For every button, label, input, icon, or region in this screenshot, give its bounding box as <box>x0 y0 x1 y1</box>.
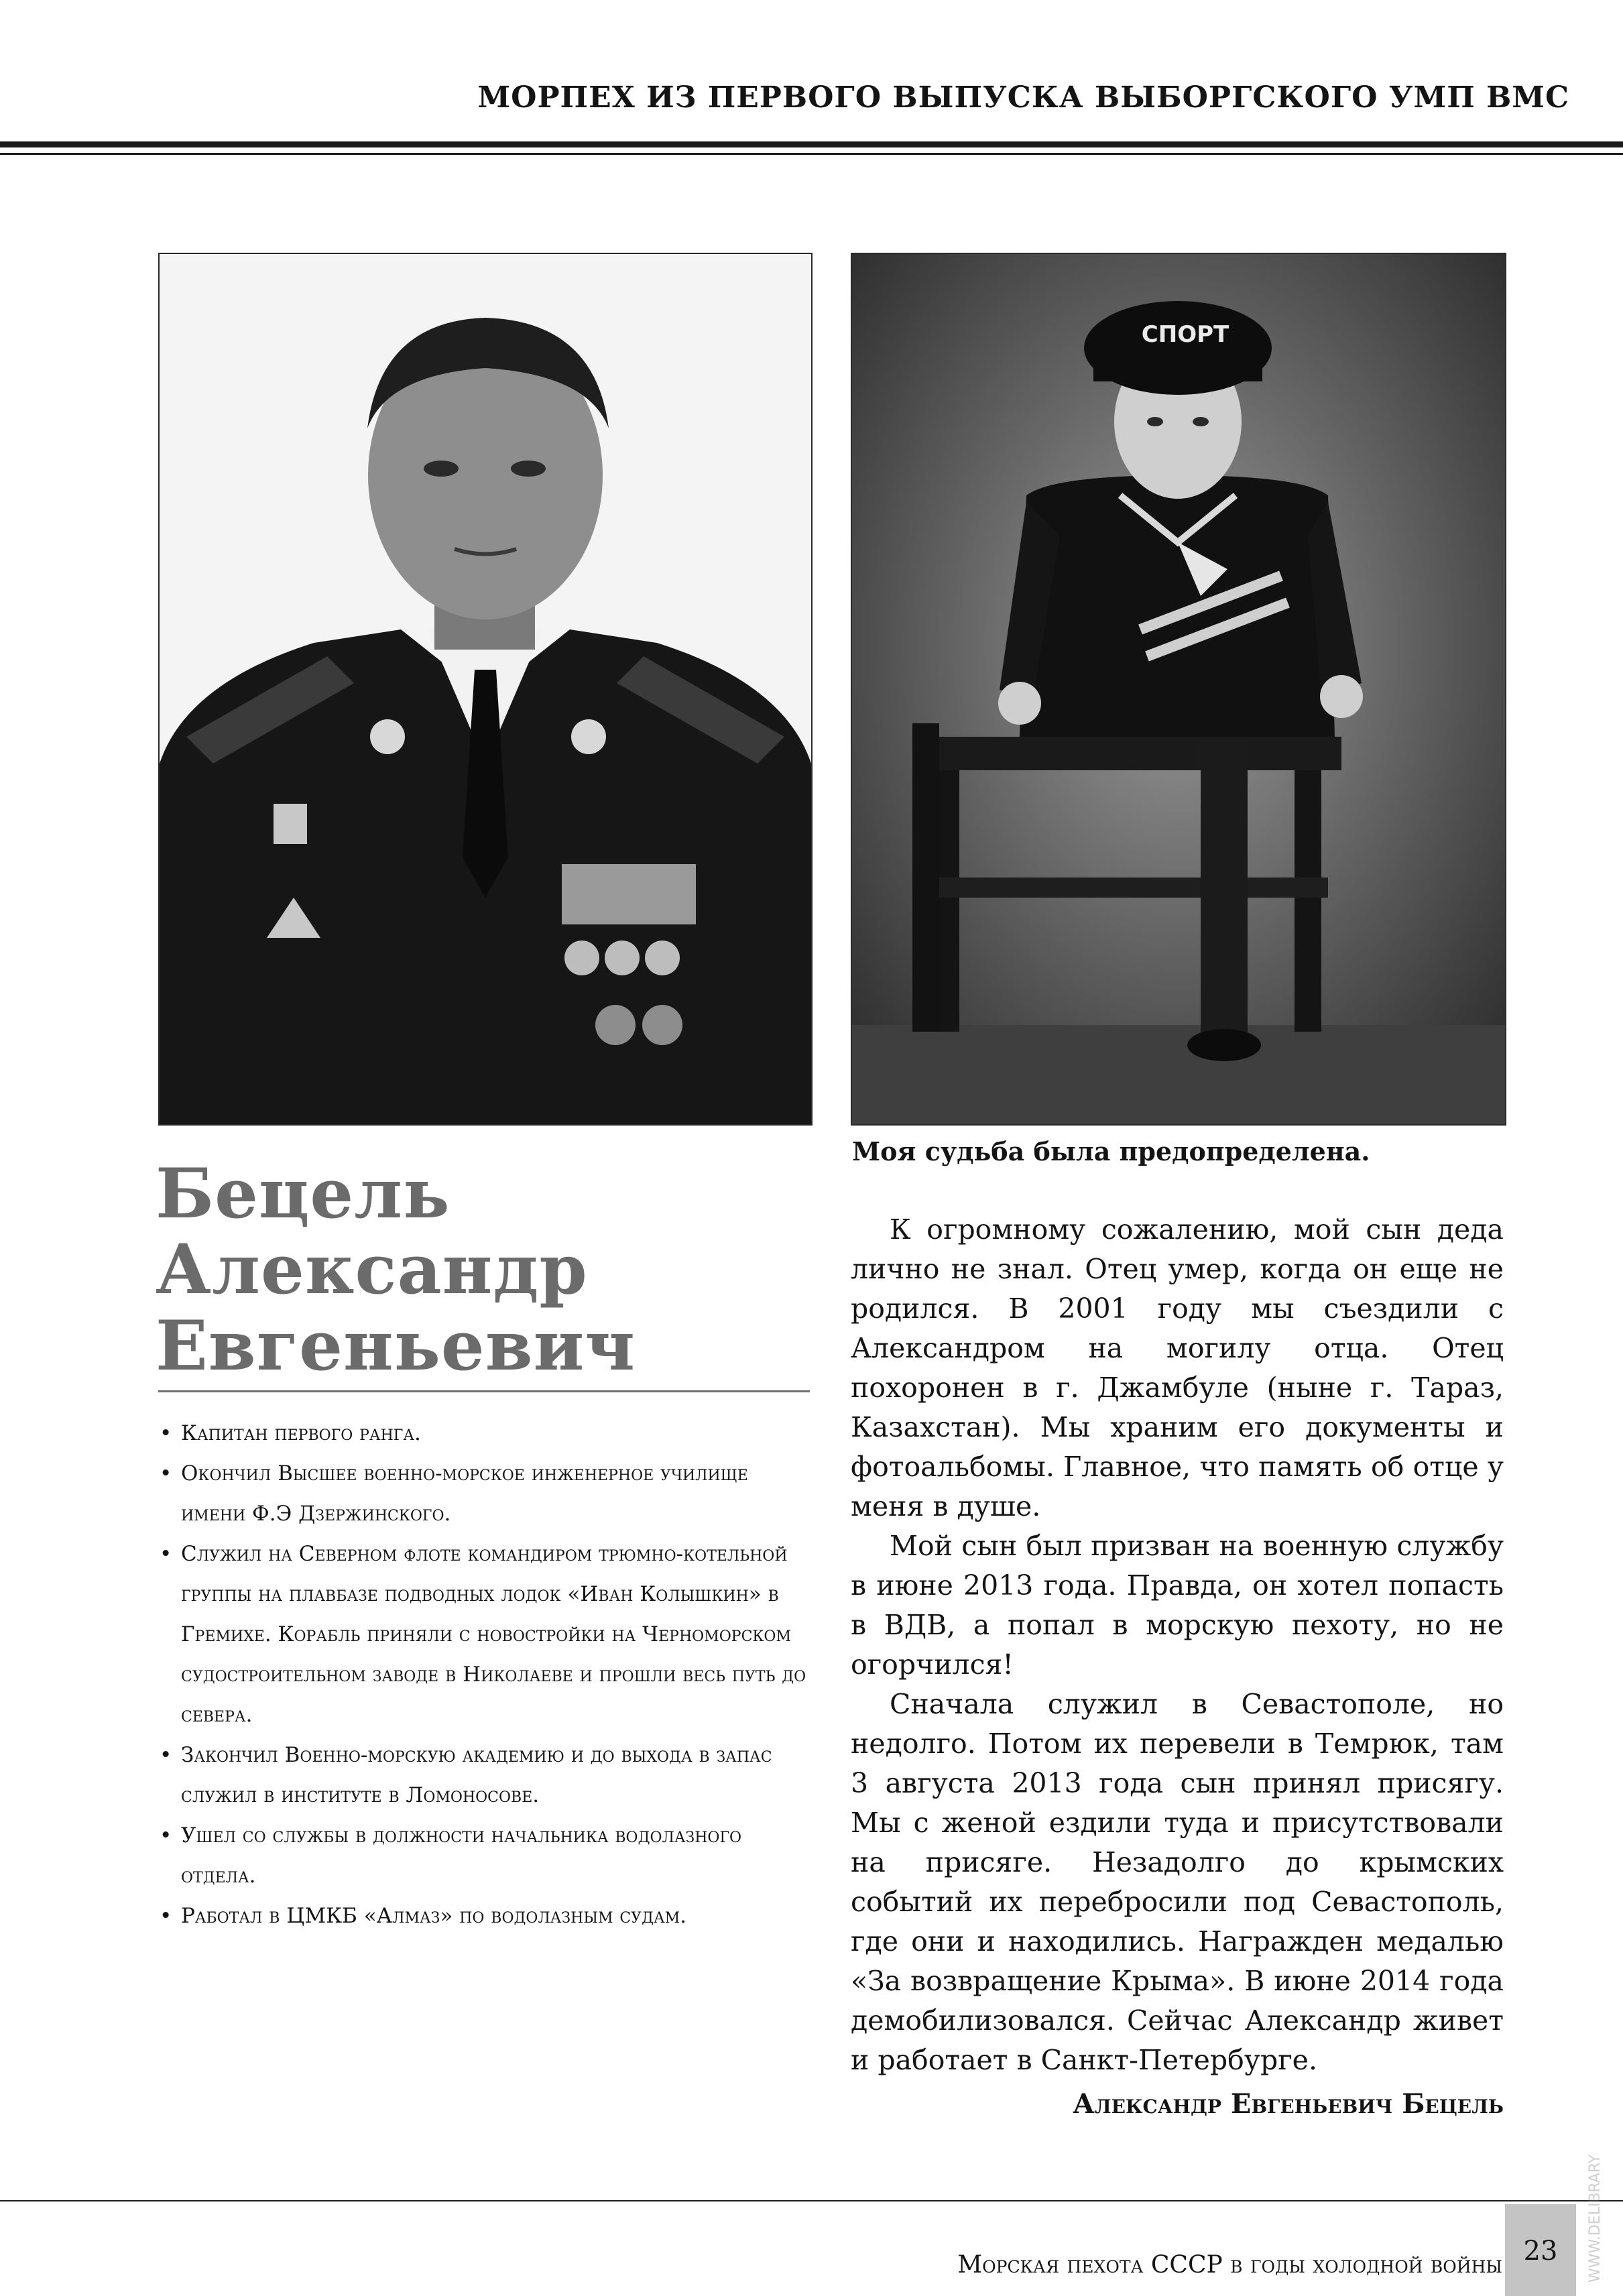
name-divider <box>158 1390 810 1392</box>
biography-item: • Окончил Высшее военно-морское инженерное училище имени Ф.Э Дзержинского. <box>158 1453 810 1534</box>
officer-portrait-icon <box>160 254 811 1124</box>
footer-rule <box>0 2200 1623 2201</box>
biography-list <box>158 1413 810 1936</box>
header-rule-thick <box>0 141 1623 147</box>
photo-caption: Моя судьба была предопределена. <box>852 1136 1370 1166</box>
biography-item: • Закончил Военно-морскую академию и до выхода в запас служил в институте в Ломоносове. <box>158 1735 810 1815</box>
biography-item: • Ушел со службы в должности начальника водолазного отдела. <box>158 1815 810 1896</box>
running-footer: Морская пехота СССР в годы холодной войны <box>957 2251 1502 2279</box>
watermark-text: WWW.DELIBRARY <box>1587 2154 1604 2283</box>
person-surname: Бецель <box>156 1154 450 1234</box>
person-first-name: Александр <box>156 1229 588 1310</box>
page-number: 23 <box>1523 2236 1558 2267</box>
child-sailor-icon <box>852 254 1505 1124</box>
cap-label: СПОРТ <box>1141 321 1229 348</box>
author-signature: Александр Евгеньевич Бецель <box>1073 2088 1504 2120</box>
header-rule-thin <box>0 153 1623 155</box>
biography-item: • Работал в ЦМКБ «Алмаз» по водолазным судам. <box>158 1896 810 1936</box>
person-patronymic: Евгеньевич <box>156 1306 636 1386</box>
child-sailor-photo <box>851 253 1506 1126</box>
article-body <box>851 1210 1504 2080</box>
body-paragraph: К огромному сожалению, мой сын деда лично не знал. Отец умер, когда он еще не родился. В 2001 году мы съездили с Александром на могилу отца. Отец похоронен в г. Джамбуле (ныне г. Тараз, Казахстан). Мы храним его документы и фотоальбомы. Главное, что память об отце у меня в душе. <box>851 1213 1504 1522</box>
body-paragraph: Сначала служил в Севастополе, но недолго. Потом их перевели в Темрюк, там 3 августа 2013 года сын принял присягу. Мы с женой ездили туда и присутствовали на присяге. Незадолго до крымских событий их перебросили под Севастополь, где они и находились. Награжден медалью «За возвращение Крыма». В июне 2014 года демобилизовался. Сейчас Александр живет и работает в Санкт-Петербурге. <box>851 1688 1504 2076</box>
watermark-icon <box>1581 2085 1608 2286</box>
biography-item: • Капитан первого ранга. <box>158 1413 810 1453</box>
biography-item: • Служил на Северном флоте командиром трюмно-котельной группы на плавбазе подводных лодок «Иван Колышкин» в Гремихе. Корабль приняли с новостройки на Черноморском судостроительном заводе в Николаеве и прошли весь путь до севера. <box>158 1534 810 1735</box>
running-header: МОРПЕХ ИЗ ПЕРВОГО ВЫПУСКА ВЫБОРГСКОГО УМП ВМС <box>477 80 1569 115</box>
officer-portrait-photo <box>158 253 813 1126</box>
body-paragraph: Мой сын был призван на военную службу в июне 2013 года. Правда, он хотел попасть в ВДВ, а попал в морскую пехоту, но не огорчился! <box>851 1530 1504 1681</box>
